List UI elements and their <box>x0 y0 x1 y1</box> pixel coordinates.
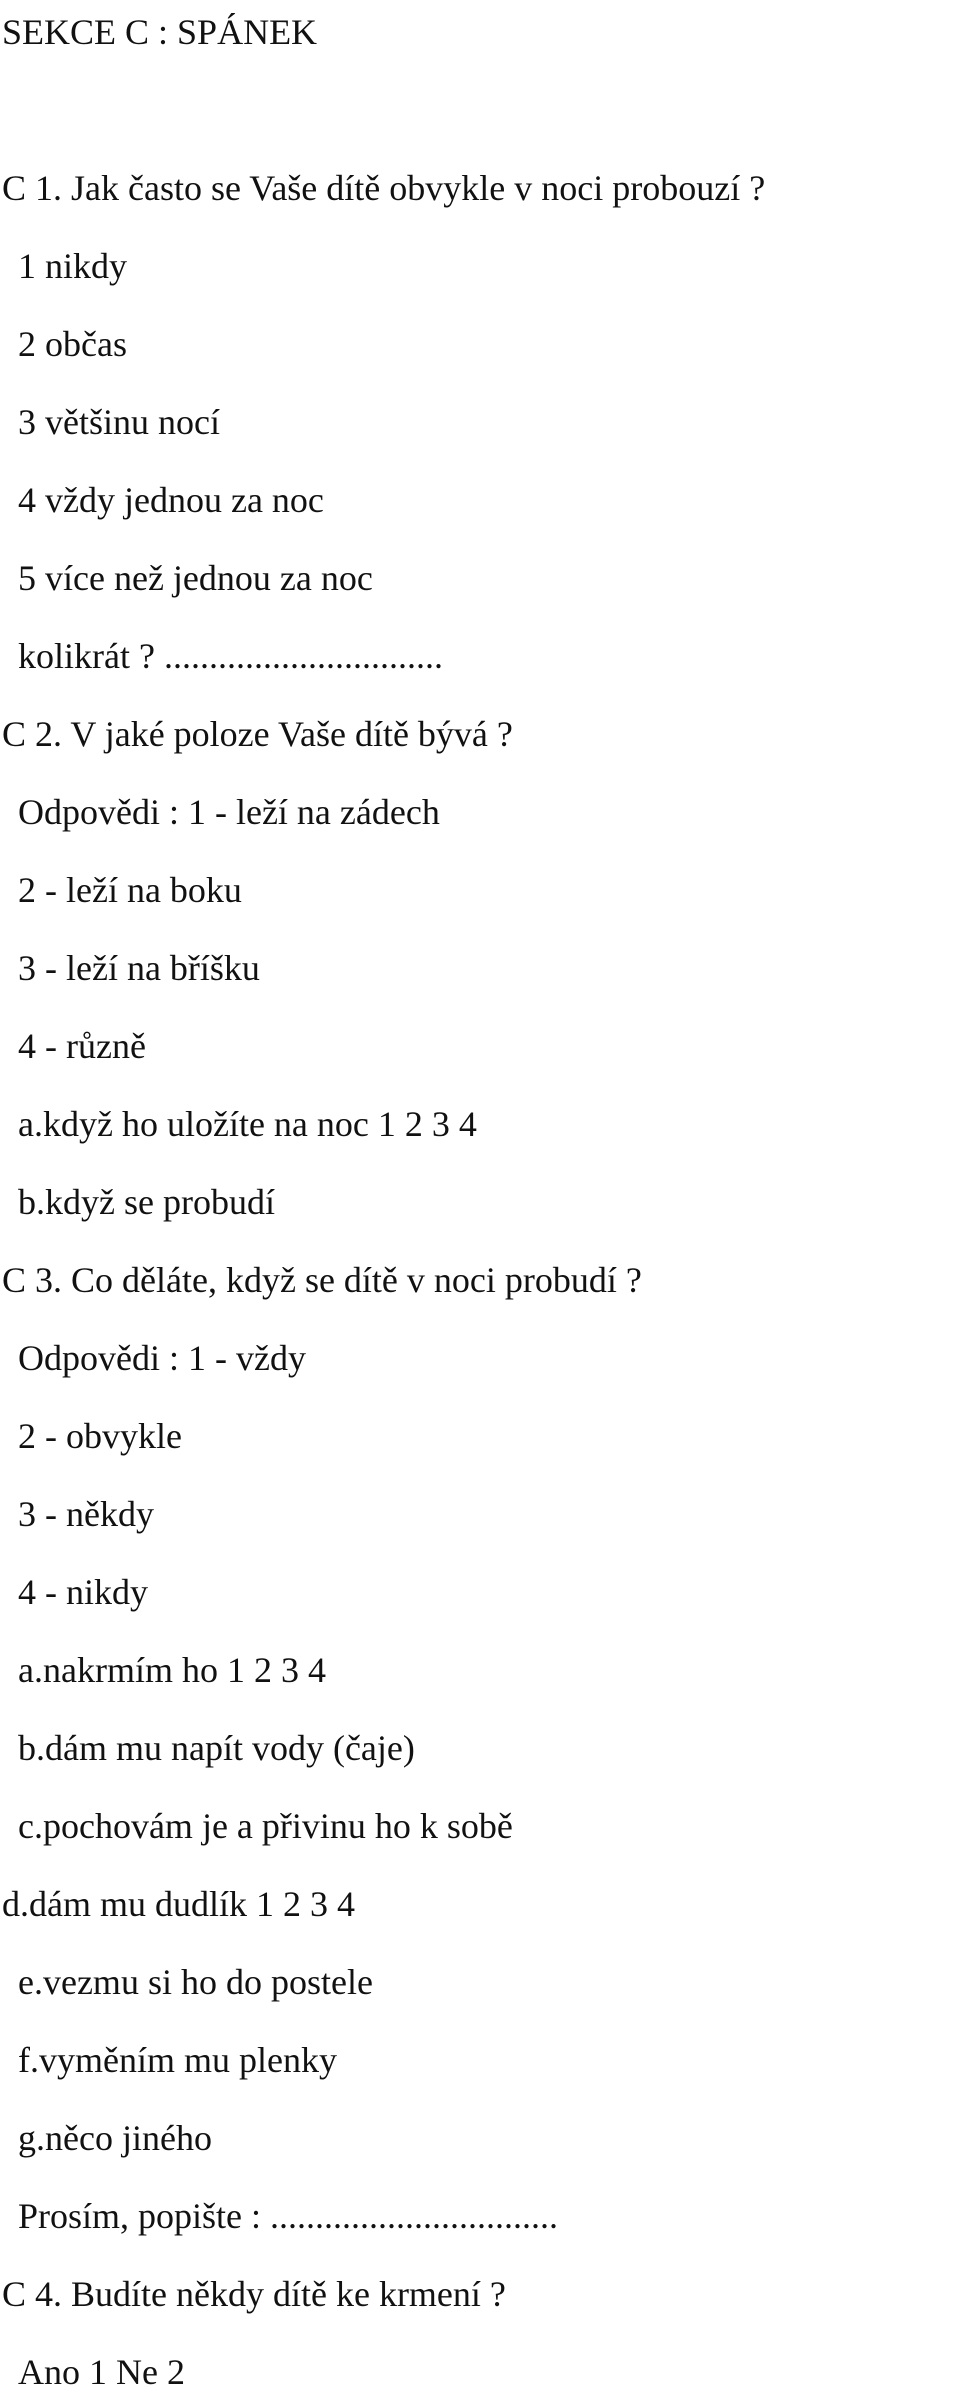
c1-option-3: 3 většinu nocí <box>18 402 220 442</box>
c1-followup: kolikrát ? ............................... <box>18 636 443 676</box>
c3-item-g: g.něco jiného <box>18 2118 212 2158</box>
c1-option-2: 2 občas <box>18 324 127 364</box>
c3-item-c: c.pochovám je a přivinu ho k sobě <box>18 1806 513 1846</box>
c3-item-e: e.vezmu si ho do postele <box>18 1962 373 2002</box>
question-c1: C 1. Jak často se Vaše dítě obvykle v noci probouzí ? <box>2 168 766 208</box>
question-c2: C 2. V jaké poloze Vaše dítě bývá ? <box>2 714 513 754</box>
c2-answers-intro: Odpovědi : 1 - leží na zádech <box>18 792 440 832</box>
c3-answer-3: 3 - někdy <box>18 1494 154 1534</box>
section-title: SEKCE C : SPÁNEK <box>2 12 318 52</box>
c3-item-d: d.dám mu dudlík 1 2 3 4 <box>2 1884 355 1924</box>
c3-item-f: f.vyměním mu plenky <box>18 2040 337 2080</box>
question-c3: C 3. Co děláte, když se dítě v noci probudí ? <box>2 1260 642 1300</box>
c3-answer-4: 4 - nikdy <box>18 1572 148 1612</box>
c3-answers-intro: Odpovědi : 1 - vždy <box>18 1338 306 1378</box>
c2-answer-2: 2 - leží na boku <box>18 870 242 910</box>
c1-option-1: 1 nikdy <box>18 246 128 286</box>
c3-answer-2: 2 - obvykle <box>18 1416 182 1456</box>
c1-option-5: 5 více než jednou za noc <box>18 558 373 598</box>
c2-answer-4: 4 - různě <box>18 1026 146 1066</box>
c1-option-4: 4 vždy jednou za noc <box>18 480 324 520</box>
c3-describe: Prosím, popište : ................................ <box>18 2196 559 2236</box>
c3-item-b: b.dám mu napít vody (čaje) <box>18 1728 415 1768</box>
question-c4: C 4. Budíte někdy dítě ke krmení ? <box>2 2274 506 2314</box>
c2-item-b: b.když se probudí <box>18 1182 275 1222</box>
c3-item-a: a.nakrmím ho 1 2 3 4 <box>18 1650 326 1690</box>
c4-answer: Ano 1 Ne 2 <box>18 2352 185 2392</box>
c2-answer-3: 3 - leží na bříšku <box>18 948 260 988</box>
c2-item-a: a.když ho uložíte na noc 1 2 3 4 <box>18 1104 477 1144</box>
